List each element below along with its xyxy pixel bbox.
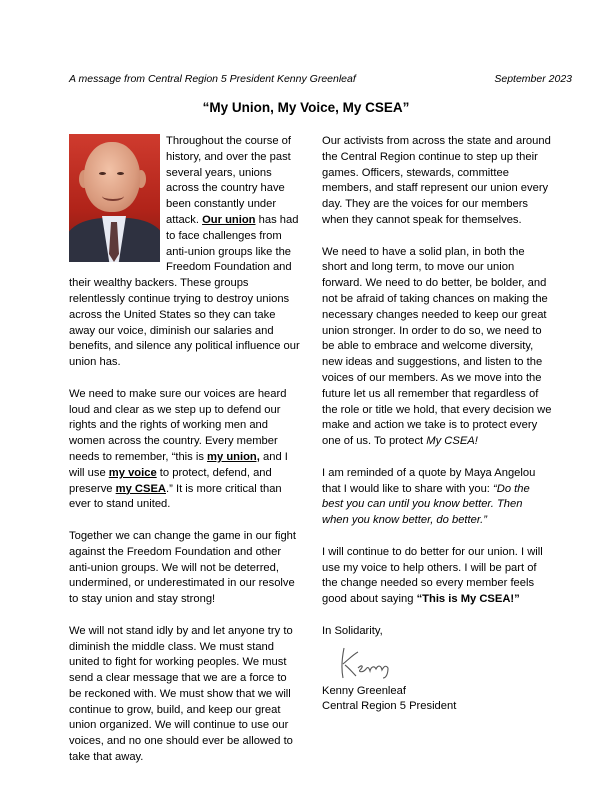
text: .” It is more critical than ever to stand united. <box>69 482 282 511</box>
paragraph <box>322 466 552 529</box>
closing: In Solidarity, <box>322 624 383 637</box>
emphasis-my-csea: my CSEA <box>115 482 167 495</box>
letter-header <box>69 73 572 85</box>
letter-title: “My Union, My Voice, My CSEA” <box>202 100 410 115</box>
paragraph: Together we can change the game in our fight against the Freedom Foundation and other anti-union groups. We will not be deterred, undermined, or underestimated in our resolve to stay union and stay strong! <box>69 529 297 606</box>
paragraph <box>69 387 301 513</box>
president-photo <box>69 134 160 262</box>
text: I am reminded of a quote by Maya Angelou that I would like to share with you: <box>322 466 536 495</box>
text: I will continue to do better for our union. I will use my voice to help others. I will be part of the change needed so every member feels good about saying <box>322 545 543 606</box>
text: and I will use <box>69 450 288 479</box>
quote: “Do the best you can until you know better. Then when you know better, do better.” <box>322 482 530 527</box>
text: has had to face challenges from anti-union groups like the Freedom Foundation and their wealthy backers. These groups relentlessly continue trying to destroy unions across the United States so they can take away our voice, diminish our salaries and benefits, and silence any political influence our union has. <box>69 213 300 369</box>
signer-name: Kenny Greenleaf <box>322 684 406 697</box>
emphasis-my-union: my union, <box>207 450 260 463</box>
text: We need to make sure our voices are heard loud and clear as we step up to defend our rights and the rights of working men and women across the country. Every member needs to remember, “this is <box>69 387 287 463</box>
text: to protect, defend, and preserve <box>69 466 272 495</box>
paragraph: We will not stand idly by and let anyone try to diminish the middle class. We must stand united to fight for working peoples. We must send a clear message that we are a force to be reckoned with. We must show that we will continue to grow, build, and keep our great union organized. We will continue to use our voices, and no one should ever be allowed to take that away. <box>69 624 293 764</box>
signer-role: Central Region 5 President <box>322 700 457 713</box>
text: Throughout the course of history, and over the past several years, unions across the country have been constantly under attack. <box>166 135 292 226</box>
signature <box>336 644 552 680</box>
right-column <box>322 134 552 715</box>
paragraph <box>322 245 552 450</box>
text: We need to have a solid plan, in both the short and long term, to move our union forward. We need to do better, be bolder, and not be afraid of taking chances on making the necessary changes needed to keep our great union stronger. In order to do so, we need to be able to embrace and welcome diversity, new ideas and suggestions, and listen to the voices of our members. As we move into the future let us all remember that regardless of the role or title we hold, that every decision we make and action we take is to protect every one of us. To protect <box>322 245 552 448</box>
emphasis-my-voice: my voice <box>108 466 157 479</box>
emphasis: My CSEA! <box>426 435 478 448</box>
left-column <box>69 134 301 782</box>
emphasis: “This is My CSEA!” <box>416 593 520 606</box>
header-message: A message from Central Region 5 President Kenny Greenleaf <box>69 73 356 85</box>
header-date: September 2023 <box>494 73 572 85</box>
paragraph <box>322 545 552 608</box>
emphasis-our-union: Our union <box>202 213 256 226</box>
paragraph: Our activists from across the state and around the Central Region continue to step up their games. Officers, stewards, committee members, and staff represent our union every day. They are the voices for our members when they cannot speak for themselves. <box>322 135 551 226</box>
